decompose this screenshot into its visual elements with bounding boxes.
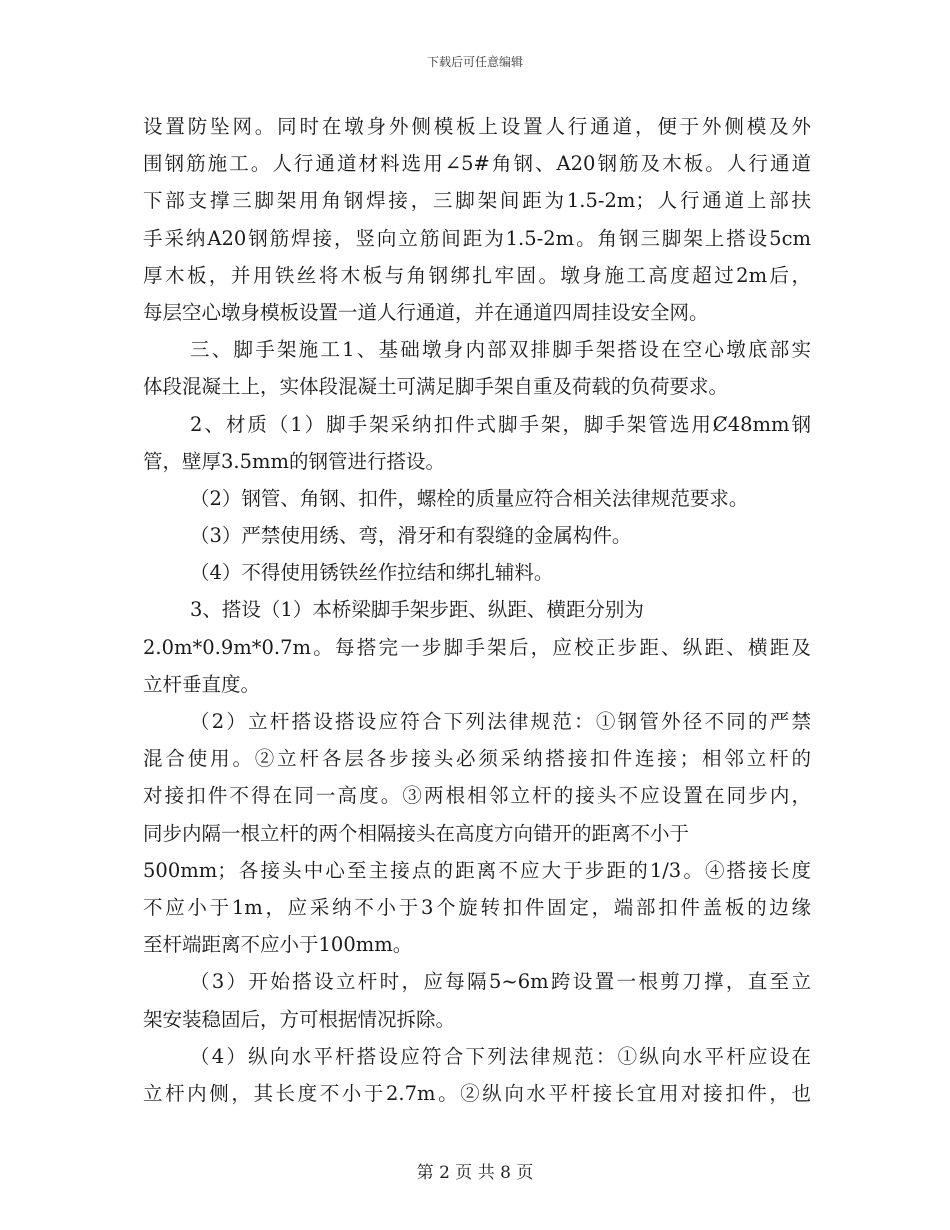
- paragraph-line: 厚木板，并用铁丝将木板与角钢绑扎牢固。墩身施工高度超过2m后，: [143, 263, 811, 287]
- page-footer: 第 2 页 共 8 页: [416, 1163, 534, 1183]
- paragraph-line: 围钢筋施工。人行通道材料选用∠5#角钢、A20钢筋及木板。人行通道: [143, 152, 811, 176]
- paragraph-line: 对接扣件不得在同一高度。③两根相邻立杆的接头不应设置在同步内，: [143, 784, 811, 808]
- paragraph-line: 架安装稳固后，方可根据情况拆除。: [143, 1007, 456, 1031]
- paragraph-line: 2.0m*0.9m*0.7m。每搭完一步脚手架后，应校正步距、纵距、横距及: [143, 635, 811, 659]
- paragraph-line: 2、材质（1）脚手架采纳扣件式脚手架，脚手架管选用Ȼ48mm钢: [190, 412, 811, 436]
- paragraph-line: 混合使用。②立杆各层各步接头必须采纳搭接扣件连接；相邻立杆的: [143, 747, 811, 771]
- paragraph-line: 500mm；各接头中心至主接点的距离不应大于步距的1/3。④搭接长度: [143, 858, 811, 882]
- paragraph-line: 三、脚手架施工1、基础墩身内部双排脚手架搭设在空心墩底部实: [190, 338, 811, 362]
- paragraph-line: 下部支撑三脚架用角钢焊接，三脚架间距为1.5-2m；人行通道上部扶: [143, 189, 811, 213]
- document-body: [143, 108, 811, 1112]
- paragraph-line: 不应小于1m，应采纳不小于3个旋转扣件固定，端部扣件盖板的边缘: [143, 895, 811, 919]
- paragraph-line: 立杆内侧，其长度不小于2.7m。②纵向水平杆接长宜用对接扣件，也: [143, 1081, 811, 1105]
- paragraph-line: 手采纳A20钢筋焊接，竖向立筋间距为1.5-2m。角钢三脚架上搭设5cm: [143, 226, 811, 250]
- paragraph-line: 同步内隔一根立杆的两个相隔接头在高度方向错开的距离不小于: [143, 821, 690, 845]
- paragraph-line: 至杆端距离不应小于100mm。: [143, 933, 413, 957]
- paragraph-line: 3、搭设（1）本桥梁脚手架步距、纵距、横距分别为: [190, 598, 644, 622]
- paragraph-line: （4）纵向水平杆搭设应符合下列法律规范：①纵向水平杆应设在: [190, 1044, 811, 1068]
- paragraph-line: （3）严禁使用绣、弯，滑牙和有裂缝的金属构件。: [190, 524, 632, 548]
- page-header: 下载后可任意编辑: [426, 55, 523, 69]
- paragraph-line: （3）开始搭设立杆时，应每隔5~6m跨设置一根剪刀撑，直至立: [190, 970, 811, 994]
- paragraph-line: （2）钢管、角钢、扣件，螺栓的质量应符合相关法律规范要求。: [190, 486, 749, 510]
- paragraph-line: 体段混凝土上，实体段混凝土可满足脚手架自重及荷载的负荷要求。: [143, 375, 729, 399]
- paragraph-line: 设置防坠网。同时在墩身外侧模板上设置人行通道，便于外侧模及外: [143, 115, 811, 138]
- paragraph-line: （4）不得使用锈铁丝作拉结和绑扎辅料。: [190, 561, 554, 585]
- paragraph-line: 管，壁厚3.5mm的钢管进行搭设。: [143, 449, 445, 473]
- paragraph-line: （2）立杆搭设搭设应符合下列法律规范：①钢管外径不同的严禁: [190, 710, 811, 733]
- paragraph-line: 每层空心墩身模板设置一道人行通道，并在通道四周挂设安全网。: [143, 300, 709, 324]
- paragraph-line: 立杆垂直度。: [143, 672, 261, 696]
